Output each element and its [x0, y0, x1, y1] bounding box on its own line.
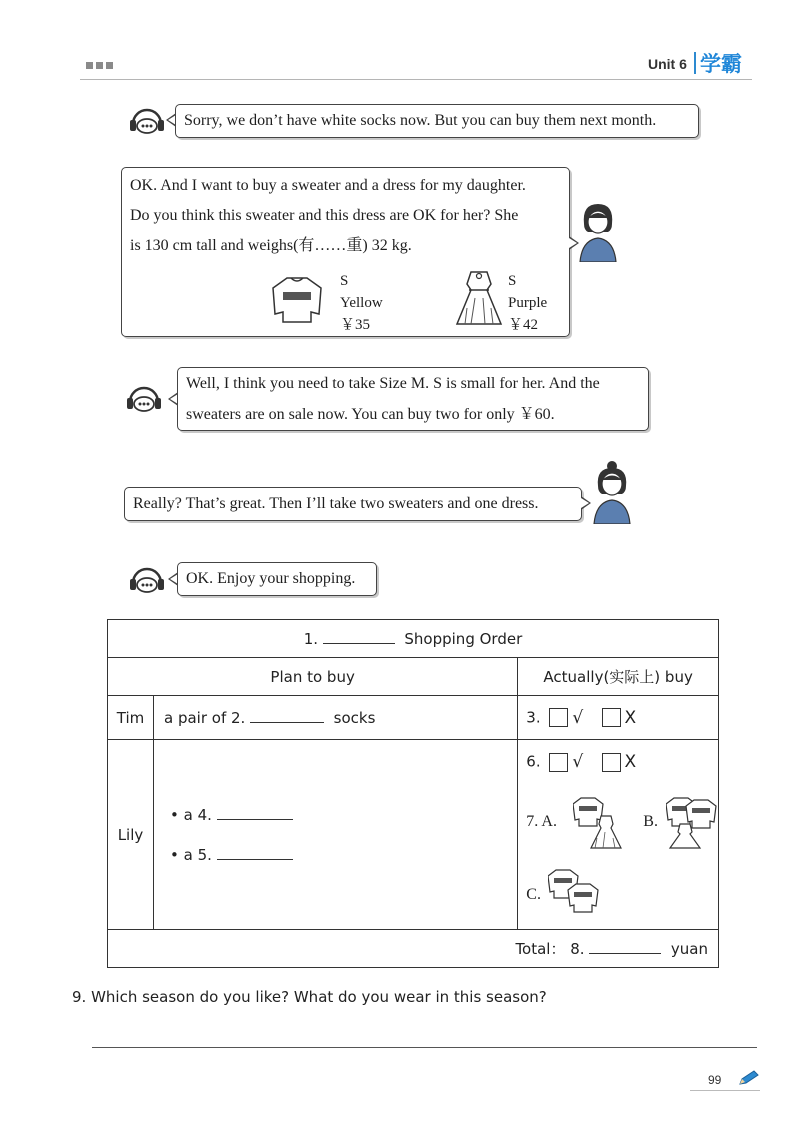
customer-woman-icon: [588, 460, 636, 524]
question-number: 4.: [197, 805, 212, 824]
shopping-order-table: [107, 619, 719, 968]
table-title: [108, 620, 719, 658]
question-number: 2.: [231, 708, 246, 727]
plan-text: socks: [333, 708, 376, 727]
bubble-customer-2: [124, 487, 582, 521]
check-mark-icon: √: [572, 752, 584, 772]
question-number: 1.: [303, 629, 319, 648]
header-rule: [80, 79, 752, 80]
option-b-label[interactable]: B.: [643, 813, 658, 830]
checkbox-no[interactable]: [602, 708, 621, 727]
bubble-clerk-1: [175, 104, 699, 138]
pencil-icon: [738, 1070, 760, 1086]
product-price: ￥35: [340, 317, 371, 333]
tim-plan-cell: [154, 696, 518, 740]
plan-text: • a: [170, 845, 193, 864]
bubble-customer-1: [121, 167, 570, 337]
answer-line-9[interactable]: [92, 1047, 757, 1048]
shop-assistant-headset-icon: [125, 382, 163, 416]
checkbox-yes[interactable]: [549, 753, 568, 772]
lily-plan-cell: [154, 740, 518, 930]
brand-logo: 学霸: [700, 52, 742, 76]
product-size: S: [340, 273, 349, 289]
dialogue-text: is 130 cm tall and weighs(有……重) 32 kg.: [130, 237, 412, 254]
dialogue-text: OK. Enjoy your shopping.: [186, 570, 356, 587]
checkbox-no[interactable]: [602, 753, 621, 772]
option-c-two-sweaters-icon[interactable]: [548, 868, 604, 916]
dialogue-text: Well, I think you need to take Size M. S is small for her. And the: [186, 375, 600, 392]
total-row: [108, 930, 719, 968]
row-name-lily: Lily: [108, 740, 154, 930]
product-color: Yellow: [340, 295, 383, 311]
checkbox-yes[interactable]: [549, 708, 568, 727]
column-header-actual: Actually(实际上) buy: [518, 658, 719, 696]
plan-text: a pair of: [164, 708, 227, 727]
row-name-tim: Tim: [108, 696, 154, 740]
shop-assistant-headset-icon: [128, 104, 166, 138]
page-number: 99: [708, 1073, 722, 1087]
product-color: Purple: [508, 295, 548, 311]
answer-blank-1[interactable]: [323, 643, 395, 644]
dress-icon: [453, 268, 505, 330]
cross-mark-icon: X: [624, 752, 637, 772]
product-price: ￥42: [508, 317, 539, 333]
dialogue-text: sweaters are on sale now. You can buy two for only ￥60.: [186, 406, 555, 423]
dialogue-text: Really? That’s great. Then I’ll take two sweaters and one dress.: [133, 495, 539, 512]
bubble-clerk-3: [177, 562, 377, 596]
answer-blank-5[interactable]: [217, 859, 293, 860]
total-unit: yuan: [670, 940, 708, 958]
option-a-sweater-dress-icon[interactable]: [573, 794, 623, 850]
option-b-sweaters-dress-icon[interactable]: [666, 794, 724, 850]
sweater-icon: [269, 274, 325, 326]
cross-mark-icon: X: [624, 707, 637, 728]
dialogue-text: Do you think this sweater and this dress are OK for her? She: [130, 207, 519, 224]
question-number: 5.: [197, 845, 212, 864]
question-number: 8.: [570, 940, 585, 958]
question-number: 3.: [526, 708, 541, 726]
header-separator: [694, 52, 696, 74]
bubble-clerk-2: [177, 367, 649, 431]
table-title-text: Shopping Order: [404, 629, 523, 648]
plan-text: • a: [170, 805, 193, 824]
shop-assistant-headset-icon: [128, 563, 166, 597]
answer-blank-4[interactable]: [217, 819, 293, 820]
total-label: Total：: [515, 940, 566, 958]
option-a-label[interactable]: A.: [541, 813, 557, 830]
question-number: 7.: [526, 813, 539, 830]
header-decoration: [86, 62, 113, 69]
product-size: S: [508, 273, 517, 289]
option-c-label[interactable]: C.: [526, 886, 541, 903]
answer-blank-8[interactable]: [589, 953, 661, 954]
dialogue-text: Sorry, we don’t have white socks now. But you can buy them next month.: [184, 112, 657, 129]
lily-actual-cell: [518, 740, 719, 930]
footer-rule: [690, 1090, 760, 1091]
question-9: 9. Which season do you like? What do you wear in this season?: [72, 988, 547, 1006]
answer-blank-2[interactable]: [250, 722, 324, 723]
question-number: 6.: [526, 752, 541, 771]
unit-label: Unit 6: [648, 56, 687, 72]
customer-woman-icon: [576, 200, 620, 262]
dialogue-text: OK. And I want to buy a sweater and a dress for my daughter.: [130, 177, 526, 194]
tim-actual-cell: [518, 696, 719, 740]
column-header-plan: Plan to buy: [108, 658, 518, 696]
check-mark-icon: √: [572, 707, 584, 728]
